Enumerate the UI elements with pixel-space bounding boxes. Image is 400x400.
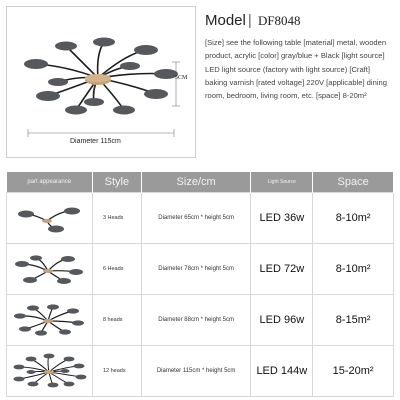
table-row <box>7 345 394 396</box>
table-row <box>7 243 394 294</box>
size-cell: Diameter 65cm * height 5cm <box>141 192 251 243</box>
lamp-3-heads-image <box>14 201 84 235</box>
appearance-cell <box>7 345 93 396</box>
diameter-dimension-label: Diameter 115cm <box>70 138 121 145</box>
table-row <box>7 294 394 345</box>
model-title <box>205 12 301 29</box>
size-cell: Diameter 88cm * height 5cm <box>141 294 251 345</box>
light-source-cell: LED 96w <box>251 294 313 345</box>
appearance-cell <box>7 294 93 345</box>
lamp-12-heads-image <box>11 353 87 389</box>
product-hero <box>0 0 400 170</box>
light-source-cell: LED 72w <box>251 243 313 294</box>
product-description: [Size] see the following table [material] metal, wooden product, acrylic [color] gray/blue + Black [light source] LED light source (factory with light source) [Craft] baking varnish [rated voltage] 220V [applicable] dining room, bedroom, living room, etc. [space] 8-20m² <box>205 38 387 101</box>
model-separator: | <box>247 12 252 29</box>
header-style: Style <box>92 172 141 192</box>
style-cell: 8 heads <box>92 294 141 345</box>
spec-table <box>6 172 394 397</box>
light-source-cell: LED 36w <box>251 192 313 243</box>
header-space: Space <box>313 172 394 192</box>
model-label: Model <box>205 12 246 29</box>
appearance-cell <box>7 243 93 294</box>
table-row <box>7 192 394 243</box>
size-cell: Diameter 78cm * height 5cm <box>141 243 251 294</box>
chandelier-product-image <box>6 6 196 158</box>
space-cell: 8-10m² <box>313 243 394 294</box>
lamp-8-heads-image <box>13 303 85 337</box>
style-cell: 12 heads <box>92 345 141 396</box>
space-cell: 8-10m² <box>313 192 394 243</box>
style-cell: 3 Heads <box>92 192 141 243</box>
lamp-6-heads-image <box>14 252 84 286</box>
table-header-row <box>7 172 394 192</box>
header-size: Size/cm <box>141 172 251 192</box>
header-part-appearance: part appearance <box>7 172 93 192</box>
height-dimension-label: 5CM <box>175 75 188 81</box>
size-cell: Diameter 115cm * height 5cm <box>141 345 251 396</box>
style-cell: 6 Heads <box>92 243 141 294</box>
header-light-source: Light Source <box>251 172 313 192</box>
light-source-cell: LED 144w <box>251 345 313 396</box>
space-cell: 15-20m² <box>313 345 394 396</box>
space-cell: 8-15m² <box>313 294 394 345</box>
model-code: DF8048 <box>257 13 301 28</box>
appearance-cell <box>7 192 93 243</box>
